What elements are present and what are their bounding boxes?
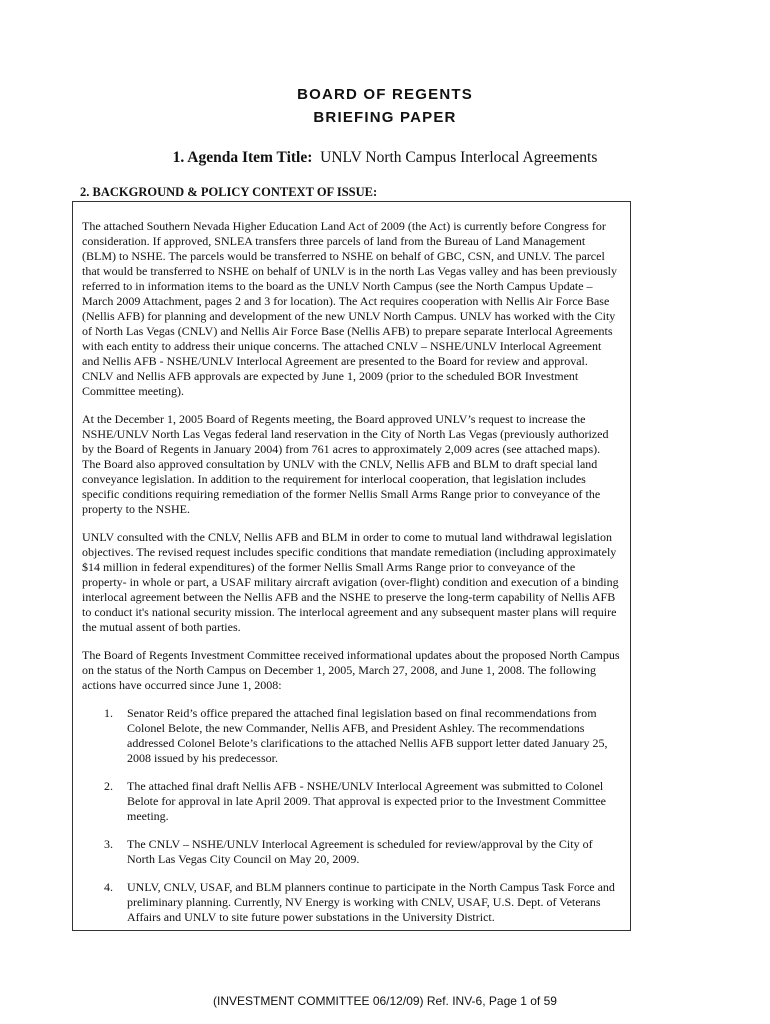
list-item-text: The CNLV – NSHE/UNLV Interlocal Agreement is scheduled for review/approval by the City of North Las Vegas City Council on May 20, 2009. bbox=[127, 837, 593, 866]
list-item-text: The attached final draft Nellis AFB - NSHE/UNLV Interlocal Agreement was submitted to Colonel Belote for approval in late April 2009. That approval is expected prior to the Investment Committee meeting. bbox=[127, 779, 606, 823]
list-item-text: Senator Reid’s office prepared the attached final legislation based on final recommendations from Colonel Belote, the new Commander, Nellis AFB, and President Ashley. The recommendations addressed Colonel Belote’s clarifications to the attached Nellis AFB support letter dated January 25, 2008 issued by his predecessor. bbox=[127, 706, 608, 765]
document-title: BOARD OF REGENTS bbox=[297, 86, 473, 103]
background-text-box bbox=[72, 201, 631, 931]
agenda-item-label: 1. Agenda Item Title: bbox=[172, 149, 313, 166]
list-item-number: 2. bbox=[104, 779, 113, 793]
list-item-number: 4. bbox=[104, 880, 113, 894]
section-heading: 2. BACKGROUND & POLICY CONTEXT OF ISSUE: bbox=[80, 185, 378, 199]
list-item bbox=[82, 880, 621, 925]
list-item bbox=[82, 779, 621, 824]
paragraph: At the December 1, 2005 Board of Regents meeting, the Board approved UNLV’s request to increase the NSHE/UNLV North Las Vegas federal land reservation in the City of North Las Vegas (previously authorized by the Board of Regents in January 2004) from 761 acres to approximately 2,009 acres (see attached maps). The Board also approved consultation by UNLV with the CNLV, Nellis AFB and BLM to draft special land conveyance legislation. In addition to the requirement for interlocal cooperation, that legislation includes specific conditions requiring remediation of the former Nellis Small Arms Range prior to conveyance of the property to the NSHE. bbox=[82, 412, 609, 516]
agenda-item-title bbox=[0, 149, 770, 167]
list-item bbox=[82, 706, 621, 766]
list-item-text: UNLV, CNLV, USAF, and BLM planners continue to participate in the North Campus Task Force and preliminary planning. Currently, NV Energy is working with CNLV, USAF, U.S. Dept. of Veterans Affairs and UNLV to site future power substations in the University District. bbox=[127, 880, 615, 924]
actions-list bbox=[82, 706, 621, 925]
list-item-number: 3. bbox=[104, 837, 113, 851]
paragraph: The Board of Regents Investment Committee received informational updates about the proposed North Campus on the status of the North Campus on December 1, 2005, March 27, 2008, and June 1, 2008. The following actions have occurred since June 1, 2008: bbox=[82, 648, 620, 692]
agenda-item-value: UNLV North Campus Interlocal Agreements bbox=[320, 149, 598, 166]
page-footer: (INVESTMENT COMMITTEE 06/12/09) Ref. INV-6, Page 1 of 59 bbox=[213, 994, 557, 1008]
list-item bbox=[82, 837, 621, 867]
paragraph: UNLV consulted with the CNLV, Nellis AFB and BLM in order to come to mutual land withdrawal legislation objectives. The revised request includes specific conditions that mandate remediation (including approximately $14 million in federal expenditures) of the former Nellis Small Arms Range prior to conveyance of the property- in whole or part, a USAF military aircraft avigation (over-flight) condition and execution of a binding interlocal agreement between the Nellis AFB and the NSHE to preserve the long-term capability of Nellis AFB to conduct it's national security mission. The interlocal agreement and any subsequent master plans will require the mutual assent of both parties. bbox=[82, 530, 619, 634]
document-subtitle: BRIEFING PAPER bbox=[313, 109, 457, 126]
paragraph: The attached Southern Nevada Higher Education Land Act of 2009 (the Act) is currently before Congress for consideration. If approved, SNLEA transfers three parcels of land from the Bureau of Land Management (BLM) to NSHE. The parcels would be transferred to NSHE on behalf of GBC, CSN, and UNLV. The parcel that would be transferred to NSHE on behalf of UNLV is in the north Las Vegas valley and has been previously referred to in information items to the board as the UNLV North Campus (see the North Campus Update – March 2009 Attachment, pages 2 and 3 for location). The Act requires cooperation with Nellis Air Force Base (Nellis AFB) for planning and development of the new UNLV North Campus. UNLV has worked with the City of North Las Vegas (CNLV) and Nellis Air Force Base (Nellis AFB) to prepare separate Interlocal Agreements with each entity to address their unique concerns. The attached CNLV – NSHE/UNLV Interlocal Agreement and Nellis AFB - NSHE/UNLV Interlocal Agreement are presented to the Board for review and approval. CNLV and Nellis AFB approvals are expected by June 1, 2009 (prior to the scheduled BOR Investment Committee meeting). bbox=[82, 219, 617, 398]
list-item-number: 1. bbox=[104, 706, 113, 720]
